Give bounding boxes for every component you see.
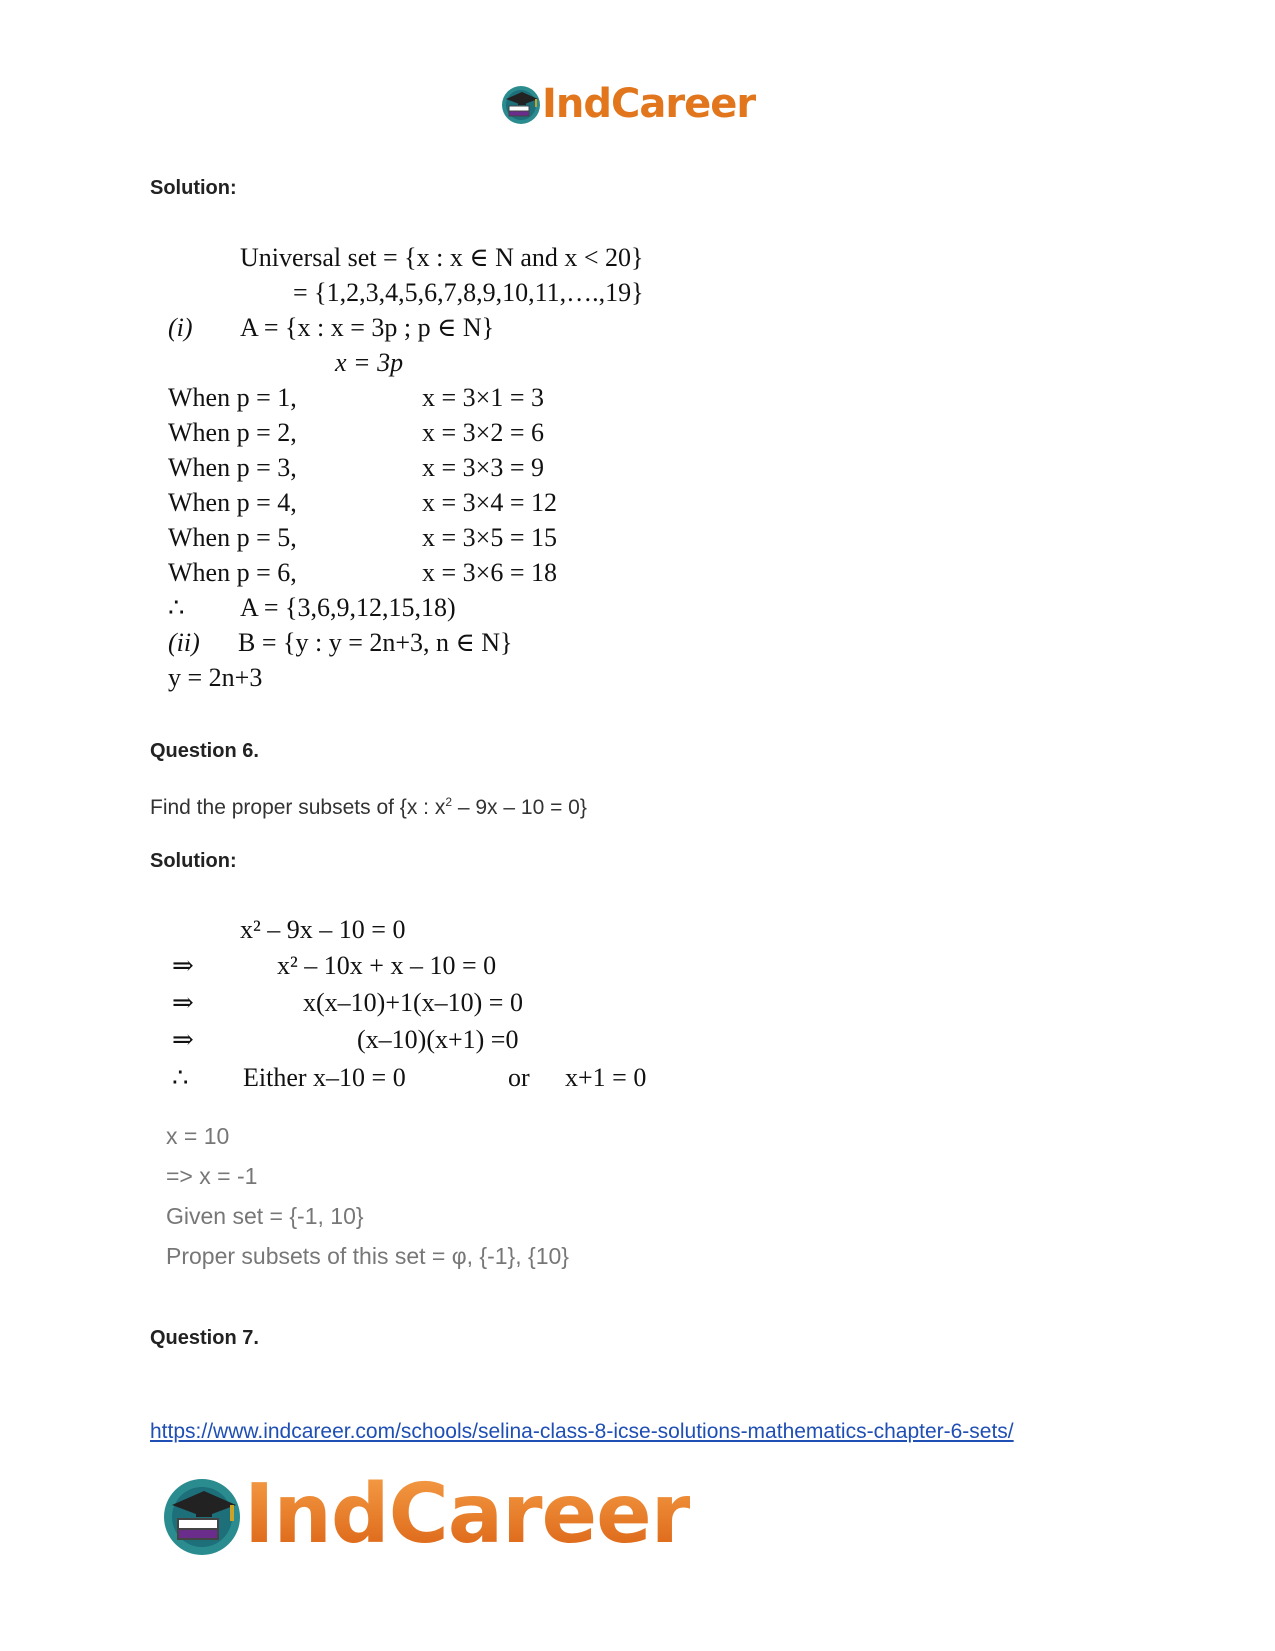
- math-line: or: [508, 1063, 530, 1092]
- math-line: x = 3×6 = 18: [422, 558, 557, 587]
- solution-heading: Solution:: [150, 177, 237, 199]
- question-text: [150, 795, 587, 820]
- question-text-part: Find the proper subsets of {x : x: [150, 796, 446, 819]
- solution-line: Given set = {-1, 10}: [166, 1203, 364, 1229]
- solution-line: => x = -1: [166, 1163, 258, 1189]
- graduation-cap-book-icon: [500, 83, 542, 125]
- graduation-cap-book-icon: [160, 1473, 244, 1557]
- therefore-symbol: ∴: [168, 593, 185, 622]
- question-heading: Question 6.: [150, 740, 259, 762]
- logo-text: IndCareer: [542, 81, 756, 127]
- math-line: When p = 6,: [168, 558, 297, 587]
- solution-heading: Solution:: [150, 850, 237, 872]
- implies-symbol: ⇒: [172, 988, 194, 1017]
- source-link[interactable]: https://www.indcareer.com/schools/selina-class-8-icse-solutions-mathematics-chapter-6-sets/: [150, 1420, 1014, 1443]
- math-line: x = 3×5 = 15: [422, 523, 557, 552]
- solution-line: x = 10: [166, 1123, 230, 1149]
- logo-footer: [160, 1465, 690, 1565]
- math-line: (x–10)(x+1) =0: [357, 1025, 519, 1054]
- math-label: (ii): [168, 628, 200, 657]
- math-line: Either x–10 = 0: [243, 1063, 406, 1092]
- math-line: x+1 = 0: [565, 1063, 647, 1092]
- therefore-symbol: ∴: [172, 1063, 189, 1092]
- solution-line: Proper subsets of this set = φ, {-1}, {10}: [166, 1243, 569, 1269]
- logo-text: IndCareer: [244, 1465, 690, 1565]
- math-line: x² – 10x + x – 10 = 0: [277, 951, 497, 980]
- math-label: (i): [168, 313, 193, 342]
- math-line: When p = 2,: [168, 418, 297, 447]
- math-line: When p = 5,: [168, 523, 297, 552]
- math-line: x = 3×4 = 12: [422, 488, 557, 517]
- math-line: y = 2n+3: [168, 663, 263, 692]
- math-line: When p = 1,: [168, 383, 297, 412]
- math-line: x(x–10)+1(x–10) = 0: [303, 988, 523, 1017]
- math-line: Universal set = {x : x ∈ N and x < 20}: [240, 243, 644, 272]
- logo-header: [500, 78, 755, 130]
- math-line: A = {3,6,9,12,15,18): [240, 593, 456, 622]
- implies-symbol: ⇒: [172, 951, 194, 980]
- question-heading: Question 7.: [150, 1327, 259, 1349]
- question-superscript: 2: [445, 795, 453, 809]
- math-line: A = {x : x = 3p ; p ∈ N}: [240, 313, 495, 342]
- math-line: x = 3×3 = 9: [422, 453, 544, 482]
- math-line: = {1,2,3,4,5,6,7,8,9,10,11,….,19}: [293, 278, 644, 307]
- math-line: When p = 3,: [168, 453, 297, 482]
- math-line: x = 3×1 = 3: [422, 383, 544, 412]
- math-line: B = {y : y = 2n+3, n ∈ N}: [238, 628, 513, 657]
- math-line: x = 3p: [335, 348, 404, 377]
- math-line: When p = 4,: [168, 488, 297, 517]
- question-text-part: – 9x – 10 = 0}: [452, 796, 587, 819]
- math-line: x = 3×2 = 6: [422, 418, 544, 447]
- implies-symbol: ⇒: [172, 1025, 194, 1054]
- math-line: x² – 9x – 10 = 0: [240, 915, 406, 944]
